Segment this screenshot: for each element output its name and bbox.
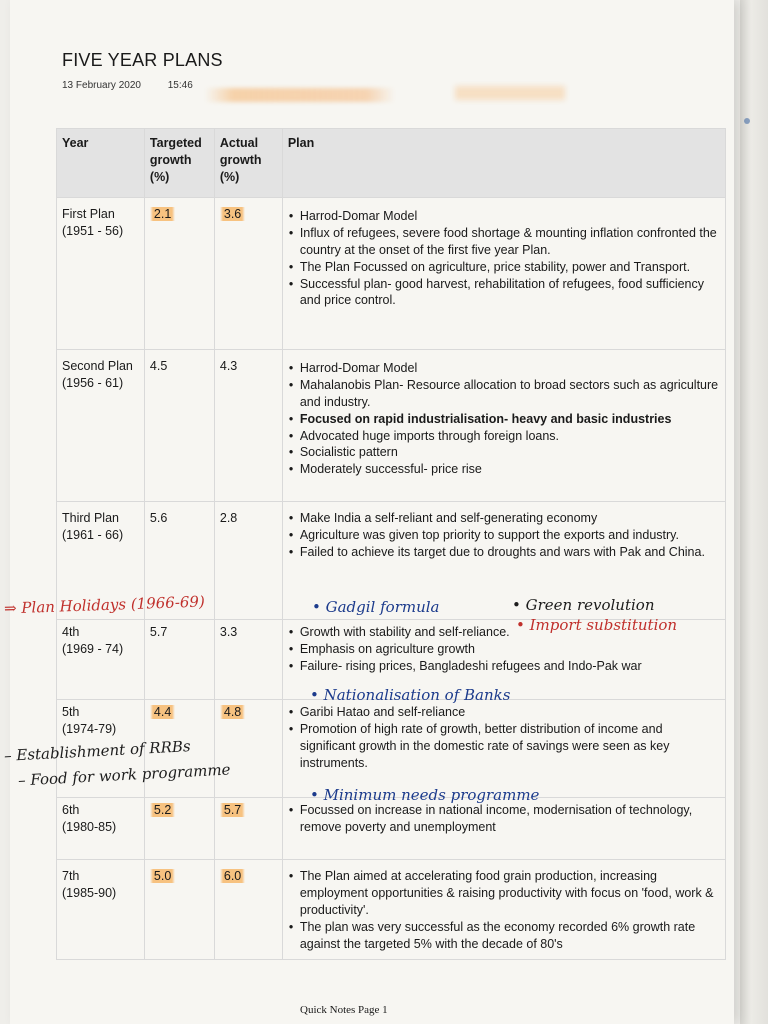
actual-value: 4.8 (220, 705, 245, 719)
header-targeted-line: Targeted (149, 136, 202, 150)
page-time: 15:46 (167, 80, 193, 91)
plan-point: • Growth with stability and self-reliance. (300, 624, 720, 641)
plan-year-cell (57, 860, 145, 960)
actual-cell (214, 502, 282, 620)
actual-cell (214, 198, 282, 350)
plan-points (288, 208, 720, 309)
actual-cell (214, 860, 282, 960)
plan-notes-cell (282, 350, 725, 502)
handwritten-minimum-needs: • Minimum needs programme (310, 786, 540, 804)
header-actual-line: growth (219, 152, 262, 167)
edge-ink-mark (744, 118, 750, 124)
header-targeted (144, 129, 214, 198)
plan-point: • Failure- rising prices, Bangladeshi refugees and Indo-Pak war (300, 658, 720, 675)
plan-period: (1980-85) (62, 819, 117, 834)
plan-point: • Garibi Hatao and self-reliance (300, 704, 720, 721)
target-cell (144, 860, 214, 960)
target-cell (144, 198, 214, 350)
handwritten-import-substitution: • Import substitution (516, 616, 678, 634)
target-cell (144, 620, 214, 700)
highlighter-smudge (205, 88, 395, 102)
plan-notes-cell (282, 198, 725, 350)
table-row (57, 860, 726, 960)
actual-cell (214, 700, 282, 798)
handwritten-rrbs: – Establishment of RRBs (3, 737, 192, 765)
target-value: 4.4 (150, 705, 175, 719)
table-header-row (57, 129, 726, 198)
plan-period: (1956 - 61) (62, 375, 124, 390)
page-title: FIVE YEAR PLANS (62, 50, 223, 70)
header-targeted-line: growth (149, 152, 192, 167)
target-value: 5.2 (150, 803, 175, 817)
plan-period: (1985-90) (62, 885, 117, 900)
plan-point: • Mahalanobis Plan- Resource allocation to broad sectors such as agriculture and industry. (300, 377, 720, 411)
actual-value: 6.0 (220, 869, 245, 883)
handwritten-green-revolution: • Green revolution (512, 596, 655, 614)
plan-year-cell (57, 798, 145, 860)
actual-value: 3.3 (219, 625, 238, 639)
actual-value: 3.6 (220, 207, 245, 221)
plan-points (288, 704, 720, 772)
plan-period: (1961 - 66) (62, 527, 124, 542)
plan-point: • Harrod-Domar Model (300, 208, 720, 225)
plan-name: 7th (62, 869, 80, 883)
plan-point-text: The Plan Focussed on agriculture, price stability, power and Transport. (299, 259, 691, 274)
plan-point: • Emphasis on agriculture growth (300, 641, 720, 658)
highlighter-smudge (455, 86, 565, 100)
plan-points (288, 868, 720, 952)
plan-name: Second Plan (62, 359, 133, 373)
table-row (57, 198, 726, 350)
actual-value: 2.8 (219, 511, 238, 525)
target-value: 5.7 (149, 625, 168, 639)
plan-points (288, 802, 720, 836)
plan-notes-cell (282, 860, 725, 960)
plan-point: • Moderately successful- price rise (300, 461, 720, 478)
plan-point: • Advocated huge imports through foreign loans. (300, 428, 720, 445)
plan-point: • Influx of refugees, severe food shortage & mounting inflation confronted the country at the onset of the first five year Plan. (300, 225, 720, 259)
page-edge (740, 0, 768, 1024)
plan-point: • Agriculture was given top priority to support the exports and industry. (300, 527, 720, 544)
target-value: 5.6 (149, 511, 168, 525)
plan-notes-cell (282, 798, 725, 860)
target-value: 5.0 (150, 869, 175, 883)
handwritten-nationalisation: • Nationalisation of Banks (310, 686, 511, 704)
plan-point (300, 411, 720, 428)
plan-name: 5th (62, 705, 80, 719)
plan-year-cell (57, 620, 145, 700)
plan-point: • Focussed on increase in national income, modernisation of technology, remove poverty and unemployment (300, 802, 720, 836)
plan-period: (1969 - 74) (62, 641, 124, 656)
plan-period: (1974-79) (62, 721, 117, 736)
table-row (57, 350, 726, 502)
plan-year-cell (57, 350, 145, 502)
actual-value: 4.3 (219, 359, 238, 373)
actual-cell (214, 620, 282, 700)
actual-value: 5.7 (220, 803, 245, 817)
header-actual-line: Actual (219, 136, 259, 150)
plan-point-text: Focused on rapid industrialisation- heavy and basic industries (299, 411, 672, 426)
plan-name: 4th (62, 625, 80, 639)
target-cell (144, 798, 214, 860)
plan-point: • The Plan aimed at accelerating food grain production, increasing employment opportunities & raising productivity with focus on 'food, work & productivity'. (300, 868, 720, 919)
target-value: 2.1 (150, 207, 175, 221)
handwritten-food-for-work: – Food for work programme (17, 760, 231, 790)
plan-point: • The plan was very successful as the economy recorded 6% growth rate against the targeted 5% with the decade of 80's (300, 919, 720, 953)
actual-cell (214, 798, 282, 860)
plan-name: Third Plan (62, 511, 119, 525)
actual-cell (214, 350, 282, 502)
plan-point: • Failed to achieve its target due to droughts and wars with Pak and China. (300, 544, 720, 561)
header-plan: Plan (282, 129, 725, 198)
plan-notes-cell (282, 700, 725, 798)
plan-point: • Socialistic pattern (300, 444, 720, 461)
page-date: 13 February 2020 (62, 80, 141, 91)
plan-point: • Make India a self-reliant and self-generating economy (300, 510, 720, 527)
plan-year-cell (57, 198, 145, 350)
page-footer: Quick Notes Page 1 (300, 1004, 388, 1016)
target-cell (144, 350, 214, 502)
plan-period: (1951 - 56) (62, 223, 124, 238)
header-actual (214, 129, 282, 198)
five-year-plans-table (56, 128, 726, 960)
plan-name: 6th (62, 803, 80, 817)
plan-points (288, 360, 720, 478)
plan-point (300, 259, 720, 276)
handwritten-plan-holidays: ⇒ Plan Holidays (1966-69) (3, 592, 206, 618)
plan-point: • Harrod-Domar Model (300, 360, 720, 377)
plan-points (288, 510, 720, 561)
target-value: 4.5 (149, 359, 168, 373)
header-year: Year (57, 129, 145, 198)
header-actual-line: (%) (219, 169, 240, 184)
handwritten-gadgil-formula: • Gadgil formula (312, 598, 440, 616)
plan-point: • Promotion of high rate of growth, better distribution of income and significant growth in the domestic rate of savings were seen as key instruments. (300, 721, 720, 772)
page-meta (62, 80, 217, 91)
header-targeted-line: (%) (149, 169, 170, 184)
plan-point: • Successful plan- good harvest, rehabilitation of refugees, food sufficiency and price control. (300, 276, 720, 310)
plan-name: First Plan (62, 207, 115, 221)
table-row (57, 798, 726, 860)
